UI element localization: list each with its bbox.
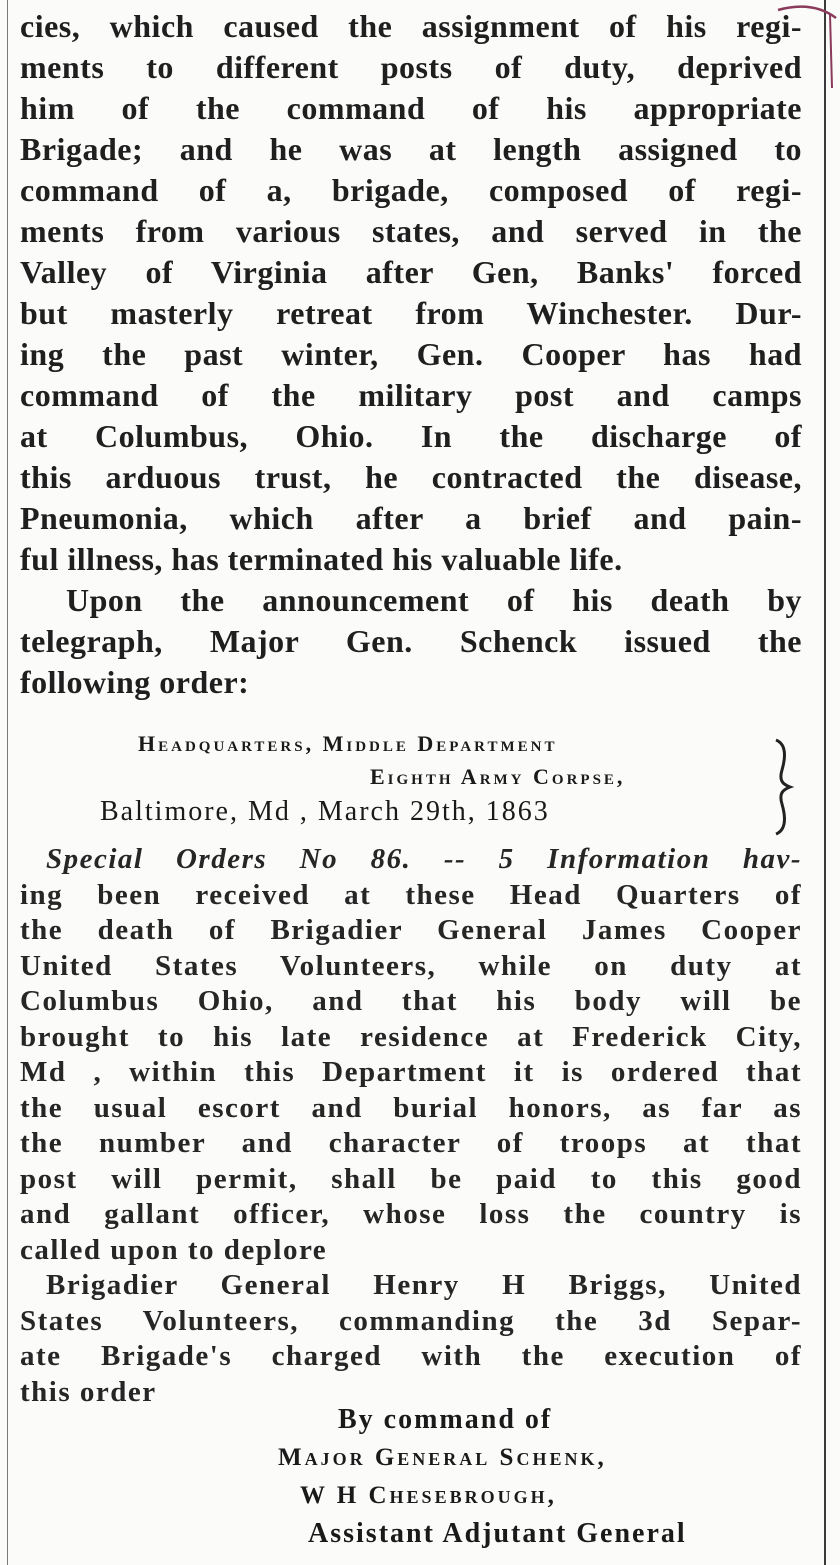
left-column-rule — [7, 0, 8, 1565]
article-line: ments from various states, and served in the — [20, 213, 802, 249]
officer-title: Assistant Adjutant General — [308, 1518, 687, 1549]
article-line: this arduous trust, he contracted the disease, — [20, 459, 802, 495]
headquarters-line: Headquarters, Middle Department — [138, 731, 558, 756]
order-line: United States Volunteers, while on duty at — [20, 949, 802, 982]
article-line: ful illness, has terminated his valuable life. — [20, 541, 623, 577]
dateline: Baltimore, Md , March 29th, 1863 — [100, 796, 550, 827]
order-line: ing been received at these Head Quarters of — [20, 878, 802, 911]
corps-line: Eighth Army Corpse, — [370, 764, 626, 789]
article-line: command of the military post and camps — [20, 377, 802, 413]
article-line: Upon the announcement of his death by — [66, 582, 802, 618]
order-line: the death of Brigadier General James Cooper — [20, 914, 802, 946]
order-line: called upon to deplore — [20, 1233, 328, 1266]
order-line: post will permit, shall be paid to this good — [20, 1162, 802, 1195]
brace-mark — [770, 736, 796, 838]
order-line: Columbus Ohio, and that his body will be — [20, 985, 802, 1017]
article-line: Pneumonia, which after a brief and pain- — [20, 500, 802, 536]
signature-block — [20, 1401, 802, 1553]
order-line: States Volunteers, commanding the 3d Separ- — [20, 1304, 802, 1337]
article-line: Valley of Virginia after Gen, Banks' forced — [20, 254, 802, 290]
article-line: ments to different posts of duty, deprived — [20, 49, 802, 85]
general-name: Major General Schenk, — [278, 1444, 607, 1471]
order-heading — [20, 727, 802, 831]
article-line: but masterly retreat from Winchester. Dur- — [20, 295, 802, 331]
order-line: brought to his late residence at Frederick City, — [20, 1020, 802, 1053]
order-body — [20, 842, 802, 1410]
article-line: telegraph, Major Gen. Schenck issued the — [20, 623, 802, 659]
article-line: command of a, brigade, composed of regi- — [20, 172, 802, 208]
article-line: at Columbus, Ohio. In the discharge of — [20, 418, 802, 454]
article-text — [20, 6, 802, 703]
article-line: him of the command of his appropriate — [20, 90, 802, 126]
article-line: Brigade; and he was at length assigned to — [20, 131, 802, 167]
order-line: Brigadier General Henry H Briggs, United — [46, 1269, 802, 1301]
article-line: cies, which caused the assignment of his regi- — [20, 8, 802, 44]
order-line: the number and character of troops at that — [20, 1127, 802, 1159]
order-line: Special Orders No 86. -- 5 Information hav- — [46, 843, 802, 875]
order-line: the usual escort and burial honors, as far as — [20, 1091, 802, 1124]
article-line: following order: — [20, 664, 250, 700]
order-line: ate Brigade's charged with the execution of — [20, 1340, 802, 1372]
by-command-line: By command of — [338, 1404, 553, 1435]
order-line: and gallant officer, whose loss the country is — [20, 1198, 802, 1230]
order-line: Md , within this Department it is ordered that — [20, 1056, 802, 1088]
order-line: this order — [20, 1375, 157, 1408]
article-line: ing the past winter, Gen. Cooper has had — [20, 336, 802, 372]
right-column-rule — [824, 0, 826, 1565]
officer-name: W H Chesebrough, — [300, 1482, 557, 1509]
